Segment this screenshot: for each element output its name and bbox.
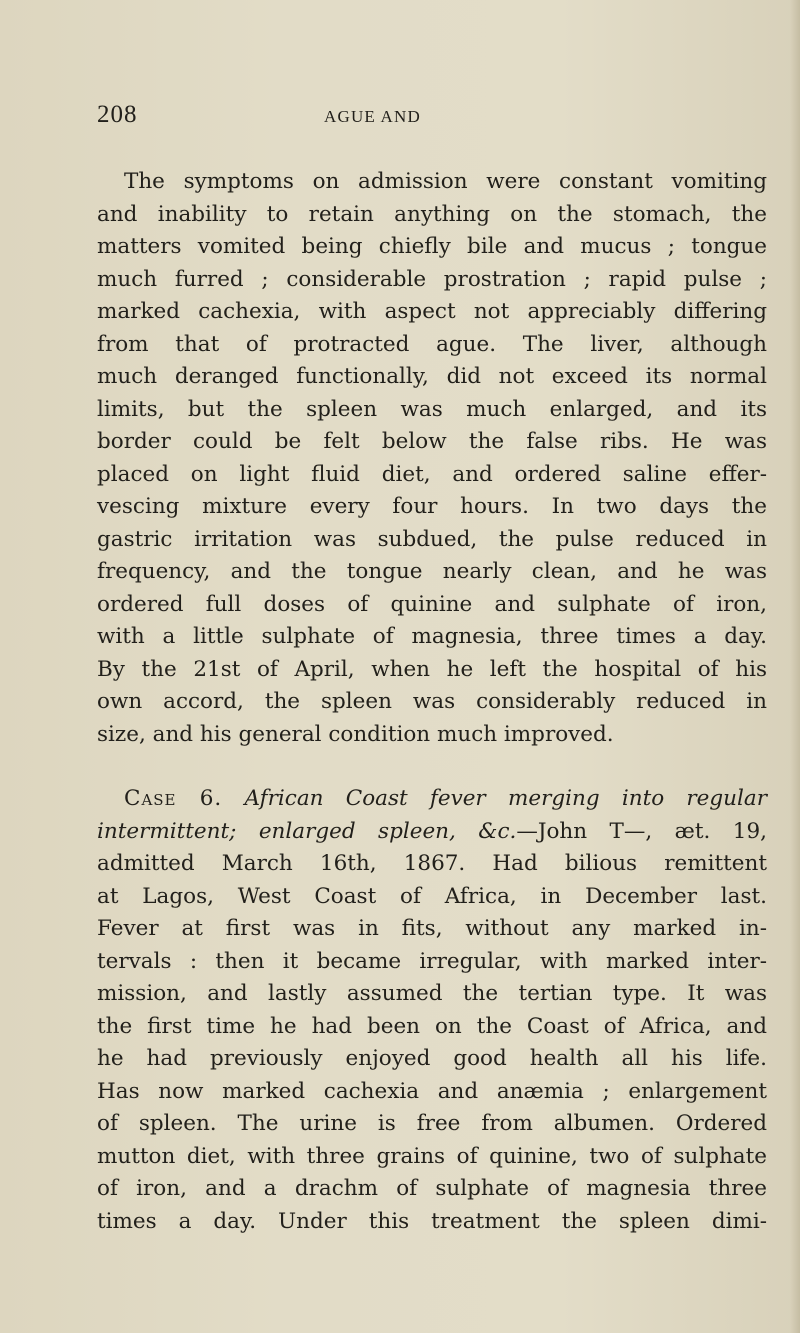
body-text [97, 166, 767, 1238]
text-line: frequency, and the tongue nearly clean, and he was [97, 559, 767, 584]
text-line: Fever at first was in fits, without any marked in- [97, 916, 767, 941]
paragraph-symptoms [97, 166, 767, 751]
text-line: with a little sulphate of magnesia, three times a day. [97, 624, 767, 649]
page-edge-shadow [790, 0, 800, 1333]
text-line: times a day. Under this treatment the spleen dimi- [97, 1208, 767, 1234]
paragraph-case-6 [97, 783, 767, 1238]
text-line: and inability to retain anything on the stomach, the [97, 201, 767, 227]
text-line: placed on light fluid diet, and ordered saline effer- [97, 461, 767, 487]
running-head: AGUE AND [324, 107, 421, 126]
case-heading-line [97, 783, 767, 816]
text-line: By the 21st of April, when he left the hospital of his [97, 656, 767, 682]
text-line: he had previously enjoyed good health all his life. [97, 1046, 767, 1071]
case-title-part2: intermittent; enlarged spleen, &c. [97, 818, 517, 844]
text-line: The symptoms on admission were constant vomiting [124, 169, 767, 194]
text-line: marked cachexia, with aspect not appreciably differing [97, 299, 767, 324]
text-line: own accord, the spleen was considerably reduced in [97, 689, 767, 714]
page-header [97, 101, 717, 131]
text-line: gastric irritation was subdued, the pulse reduced in [97, 526, 767, 552]
text-line: border could be felt below the false ribs. He was [97, 429, 767, 454]
text-line: size, and his general condition much improved. [97, 721, 614, 747]
page-number: 208 [97, 101, 138, 128]
text-line: of iron, and a drachm of sulphate of magnesia three [97, 1176, 767, 1201]
text-line: mission, and lastly assumed the tertian type. It was [97, 981, 767, 1006]
text-line: matters vomited being chiefly bile and mucus ; tongue [97, 234, 767, 259]
case-heading-line-2 [97, 816, 767, 849]
text-line: mutton diet, with three grains of quinine, two of sulphate [97, 1143, 767, 1169]
paragraph-gap [97, 751, 767, 783]
text-line: much deranged functionally, did not exceed its normal [97, 364, 767, 389]
text-line: much furred ; considerable prostration ; rapid pulse ; [97, 266, 767, 292]
case-title-part1: African Coast fever merging into regular [244, 786, 767, 811]
text-line: Has now marked cachexia and anæmia ; enlargement [97, 1078, 767, 1104]
text-line: at Lagos, West Coast of Africa, in December last. [97, 883, 767, 909]
text-line: of spleen. The urine is free from albumen. Ordered [97, 1111, 767, 1136]
text-line: from that of protracted ague. The liver, although [97, 331, 767, 357]
case-patient: —John T—, æt. 19, [516, 818, 767, 844]
text-line: tervals : then it became irregular, with marked inter- [97, 948, 767, 974]
text-line: vescing mixture every four hours. In two days the [97, 494, 767, 519]
text-line: admitted March 16th, 1867. Had bilious remittent [97, 851, 767, 876]
text-line: the first time he had been on the Coast of Africa, and [97, 1013, 767, 1039]
text-line: ordered full doses of quinine and sulphate of iron, [97, 591, 767, 617]
case-label: Case 6. [124, 786, 223, 811]
text-line: limits, but the spleen was much enlarged, and its [97, 396, 767, 422]
